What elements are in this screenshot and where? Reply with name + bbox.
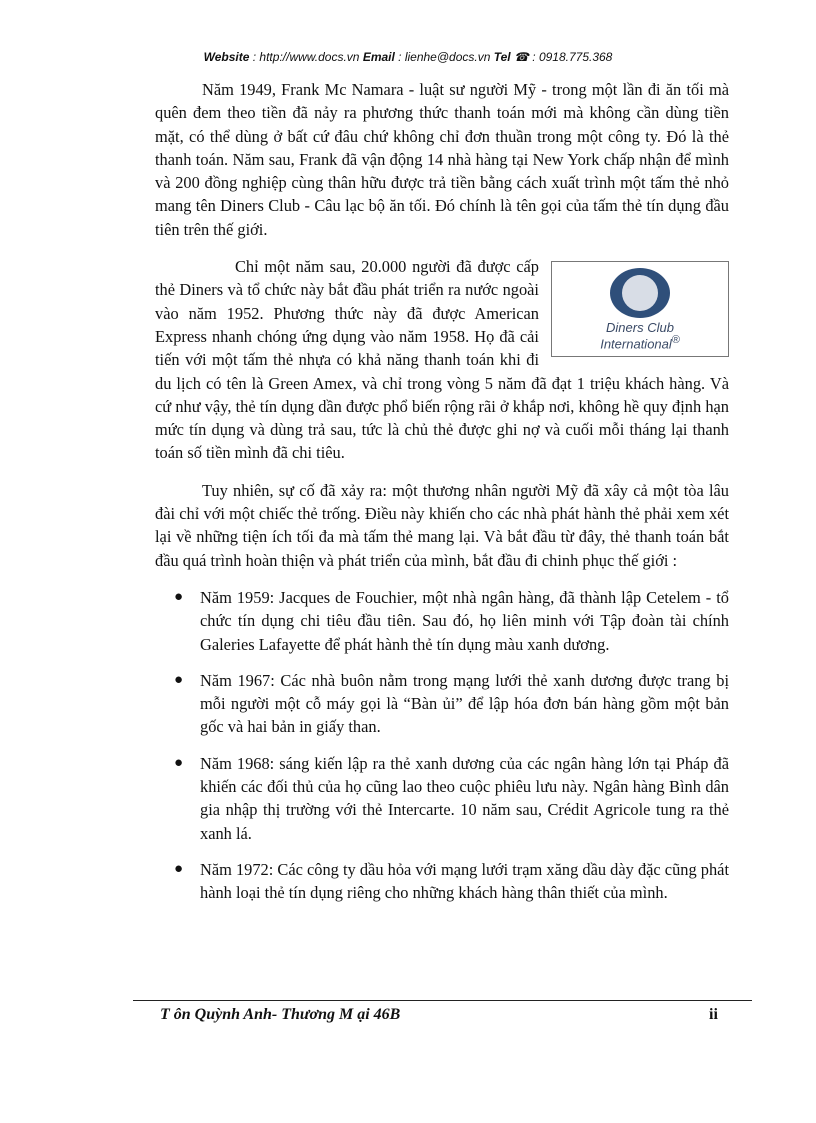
bullet-icon: ● — [174, 588, 184, 605]
logo-line1: Diners Club — [606, 319, 674, 335]
list-item-text: Năm 1967: Các nhà buôn nằm trong mạng lưới thẻ xanh dương được trang bị mỗi người một cỗ máy gọi là “Bàn ủi” để lập hóa đơn bán hàng gồm một bản gốc và hai bản in giấy than. — [200, 670, 729, 737]
list-item — [155, 586, 729, 656]
website-label: Website — [203, 50, 250, 64]
diners-club-logo — [551, 261, 729, 357]
footer-divider — [133, 1000, 752, 1001]
tel-label: Tel — [493, 50, 511, 64]
phone-icon: ☎ — [513, 50, 529, 64]
bullet-icon: ● — [174, 671, 184, 688]
bullet-icon: ● — [174, 754, 184, 771]
bullet-icon: ● — [174, 860, 184, 877]
footer-author: T ôn Quỳnh Anh- Thương M ại 46B — [160, 1006, 401, 1023]
logo-line2: International — [600, 336, 672, 352]
tel-value: : 0918.775.368 — [528, 50, 613, 64]
history-list — [155, 586, 729, 905]
list-item — [155, 752, 729, 845]
registered-mark: ® — [671, 333, 680, 346]
page-number: ii — [709, 1006, 718, 1023]
paragraph-3: Tuy nhiên, sự cố đã xảy ra: một thương nhân người Mỹ đã xây cả một tòa lâu đài chỉ với một chiếc thẻ trống. Điều này khiến cho các nhà phát hành thẻ phải xem xét lại về những tiện ích tối đa mà tấm thẻ mang lại. Và bắt đầu từ đây, thẻ thanh toán bắt đầu quá trình hoàn thiện và phát triển của mình, bắt đầu đi chinh phục thế giới : — [155, 480, 729, 570]
list-item-text: Năm 1959: Jacques de Fouchier, một nhà ngân hàng, đã thành lập Cetelem - tổ chức tín dụng chi tiêu đầu tiên. Sau đó, họ liên minh với Tập đoàn tài chính Galeries Lafayette để phát hành thẻ tín dụng màu xanh dương. — [200, 587, 729, 654]
paragraph-1: Năm 1949, Frank Mc Namara - luật sư người Mỹ - trong một lần đi ăn tối mà quên đem theo tiền đã nảy ra phương thức thanh toán mới mà không cần dùng tiền mặt, có thể dùng ở bất cứ đâu chứ không chỉ đơn thuần trong một công ty. Đó là thẻ thanh toán. Năm sau, Frank đã vận động 14 nhà hàng tại New York chấp nhận để mình và 200 đồng nghiệp cùng thân hữu được trả tiền bằng cách xuất trình một tấm thẻ nhỏ mang tên Diners Club - Câu lạc bộ ăn tối. Đó chính là tên gọi của tấm thẻ tín dụng đầu tiên trên thế giới. — [155, 80, 729, 239]
paragraph-2: Chỉ một năm sau, 20.000 người đã được cấp thẻ Diners và tổ chức này bắt đầu phát triển ra nước ngoài vào năm 1952. Phương thức này đã được American Express nhanh chóng ứng dụng vào năm 1958. Họ đã cải tiến với một tấm thẻ nhựa có khả năng thanh toán khi đi du lịch có tên là Green Amex, và chỉ trong vòng 5 năm đã đạt 1 triệu khách hàng. Và cứ như vậy, thẻ tín dụng dần được phổ biến rộng rãi ở khắp nơi, không hề quy định hạn mức tín dụng và dùng trả sau, tức là chủ thẻ được ghi nợ và cuối mỗi tháng lại thanh toán số tiền mình đã chi tiêu. — [155, 257, 729, 463]
page-header — [0, 50, 816, 64]
logo-text — [600, 321, 680, 350]
email-label: Email — [362, 50, 395, 64]
email-value: : lienhe@docs.vn — [394, 50, 494, 64]
list-item-text: Năm 1968: sáng kiến lập ra thẻ xanh dương của các ngân hàng lớn tại Pháp đã khiến các đối thủ của họ cũng lao theo cuộc phiêu lưu này. Ngân hàng Bình dân gia nhập thị trường với thẻ Intercarte. 10 năm sau, Crédit Agricole tung ra thẻ xanh lá. — [200, 753, 729, 843]
list-item — [155, 858, 729, 905]
list-item-text: Năm 1972: Các công ty dầu hỏa với mạng lưới trạm xăng dầu dày đặc cũng phát hành loại thẻ tín dụng riêng cho những khách hàng thân thiết của mình. — [200, 859, 729, 903]
document-body — [155, 78, 729, 918]
website-value: : http://www.docs.vn — [249, 50, 363, 64]
list-item — [155, 669, 729, 739]
diners-club-emblem-icon — [610, 268, 670, 318]
